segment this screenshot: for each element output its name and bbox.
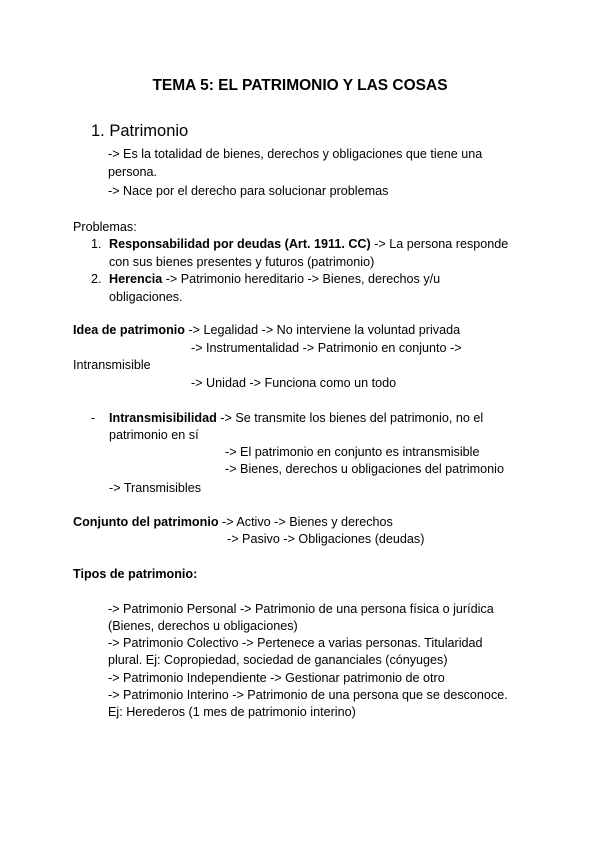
section-heading-patrimonio: 1. Patrimonio	[91, 122, 189, 140]
idea-legalidad: -> Legalidad -> No interviene la voluntad privada	[184, 323, 461, 337]
bullet-dash: -	[91, 411, 96, 425]
intrans-heading: Intransmisibilidad	[109, 411, 217, 425]
tipo-interino: -> Patrimonio Interino -> Patrimonio de una persona que se desconoce.	[108, 688, 508, 702]
definition-line-cont: persona.	[108, 165, 158, 179]
conjunto-line-1	[73, 514, 393, 531]
idea-unidad: -> Unidad -> Funciona como un todo	[191, 376, 397, 390]
tipos-heading	[73, 566, 197, 583]
intrans-line-1	[109, 410, 483, 427]
origin-line: -> Nace por el derecho para solucionar problemas	[108, 184, 389, 198]
problem-2-cont: obligaciones.	[109, 290, 183, 304]
problem-item-1	[109, 236, 508, 253]
problem-2-text: -> Patrimonio hereditario -> Bienes, derechos y/u	[162, 272, 441, 286]
tipo-colectivo: -> Patrimonio Colectivo -> Pertenece a varias personas. Titularidad	[108, 636, 483, 650]
idea-heading: Idea de patrimonio	[73, 323, 185, 337]
problem-1-cont: con sus bienes presentes y futuros (patrimonio)	[109, 255, 375, 269]
problem-1-text: -> La persona responde	[370, 237, 509, 251]
tipo-personal: -> Patrimonio Personal -> Patrimonio de una persona física o jurídica	[108, 602, 494, 616]
problem-item-2	[109, 271, 440, 288]
idea-intransmisible: Intransmisible	[73, 358, 151, 372]
tipo-personal-cont: (Bienes, derechos u obligaciones)	[108, 619, 298, 633]
list-number: 1.	[91, 237, 102, 251]
intrans-bienes: -> Bienes, derechos u obligaciones del patrimonio	[225, 462, 504, 476]
problems-label: Problemas:	[73, 220, 137, 234]
page-title: TEMA 5: EL PATRIMONIO Y LAS COSAS	[152, 77, 448, 94]
tipo-independiente: -> Patrimonio Independiente -> Gestionar patrimonio de otro	[108, 671, 445, 685]
idea-instrumentalidad: -> Instrumentalidad -> Patrimonio en conjunto ->	[191, 341, 462, 355]
intrans-text: -> Se transmite los bienes del patrimonio, no el	[216, 411, 484, 425]
tipo-interino-cont: Ej: Herederos (1 mes de patrimonio interino)	[108, 705, 356, 719]
tipo-colectivo-cont: plural. Ej: Copropiedad, sociedad de gananciales (cónyuges)	[108, 653, 448, 667]
list-number: 2.	[91, 272, 102, 286]
definition-line: -> Es la totalidad de bienes, derechos y obligaciones que tiene una	[108, 147, 483, 161]
conjunto-activo: -> Activo -> Bienes y derechos	[218, 515, 393, 529]
intrans-cont: patrimonio en sí	[109, 428, 199, 442]
conjunto-heading: Conjunto del patrimonio	[73, 515, 219, 529]
intrans-conjunto: -> El patrimonio en conjunto es intransmisible	[225, 445, 480, 459]
problem-2-title: Herencia	[109, 272, 163, 286]
problem-1-title: Responsabilidad por deudas (Art. 1911. CC)	[109, 237, 371, 251]
conjunto-pasivo: -> Pasivo -> Obligaciones (deudas)	[227, 532, 425, 546]
intrans-transmisibles: -> Transmisibles	[109, 481, 202, 495]
idea-line-1	[73, 322, 460, 339]
tipos-heading-text: Tipos de patrimonio:	[73, 567, 198, 581]
